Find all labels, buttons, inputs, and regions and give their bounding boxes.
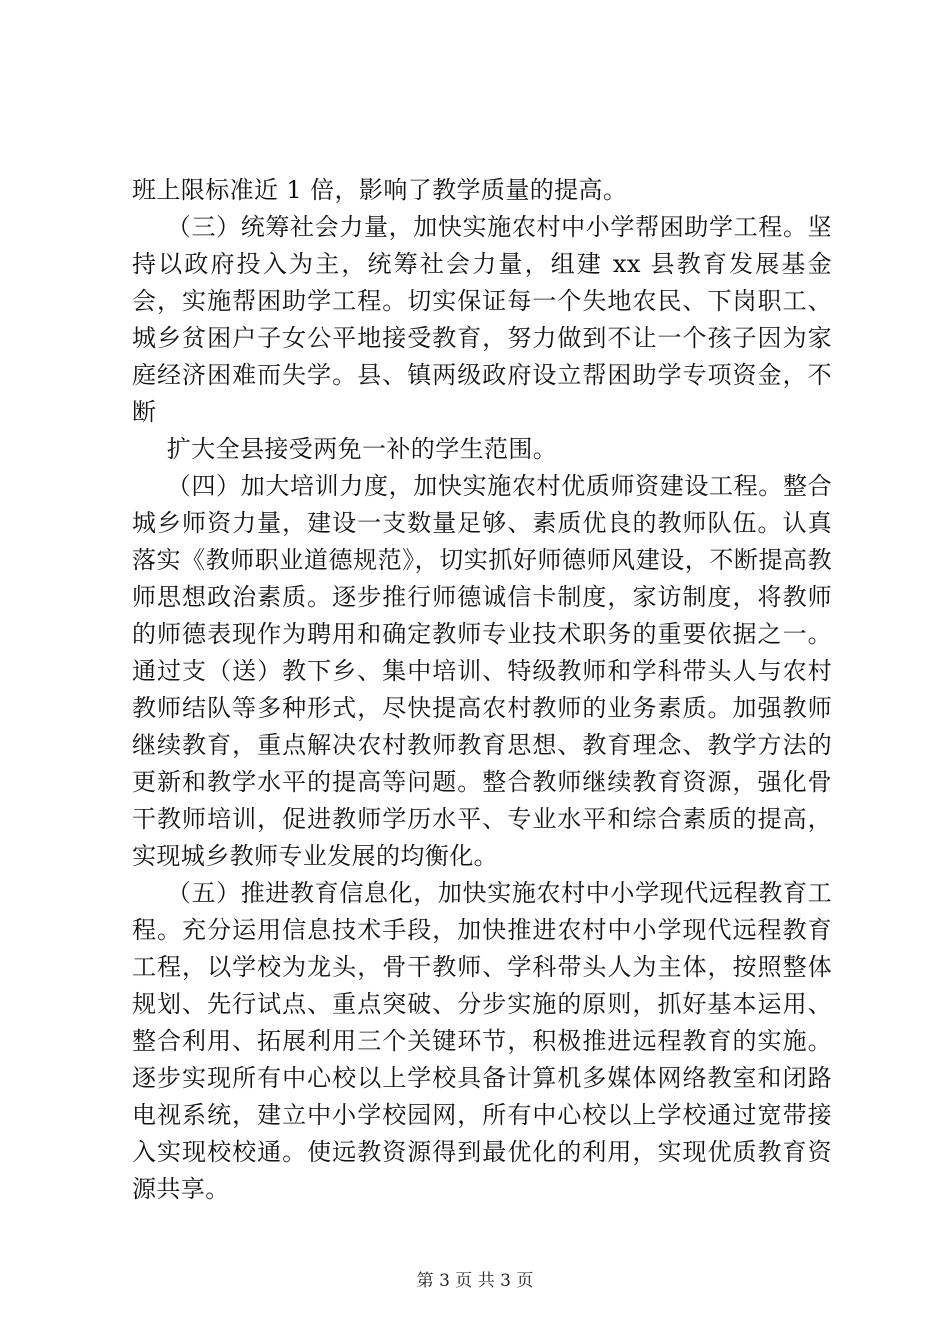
paragraph-section-3: （三）统筹社会力量，加快实施农村中小学帮困助学工程。坚持以政府投入为主，统筹社会力量，组建 xx 县教育发展基金会，实施帮困助学工程。切实保证每一个失地农民、下岗职工、城乡贫困户子女公平地接受教育，努力做到不让一个孩子因为家庭经济困难而失学。县、镇两级政府设立帮困助学专项资金，不断 xyxy=(132,213,832,426)
paragraph-continuation-2: 扩大全县接受两免一补的学生范围。 xyxy=(166,435,558,463)
paragraph-continuation-1: 班上限标准近 1 倍，影响了教学质量的提高。 xyxy=(132,176,628,204)
document-body xyxy=(132,172,832,1208)
paragraph-section-5: （五）推进教育信息化，加快实施农村中小学现代远程教育工程。充分运用信息技术手段，加快推进农村中小学现代远程教育工程，以学校为龙头，骨干教师、学科带头人为主体，按照整体规划、先行试点、重点突破、分步实施的原则，抓好基本运用、整合利用、拓展利用三个关键环节，积极推进远程教育的实施。逐步实现所有中心校以上学校具备计算机多媒体网络教室和闭路电视系统，建立中小学校园网，所有中心校以上学校通过宽带接入实现校校通。使远教资源得到最优化的利用，实现优质教育资源共享。 xyxy=(132,879,832,1203)
paragraph-section-4: （四）加大培训力度，加快实施农村优质师资建设工程。整合城乡师资力量，建设一支数量足够、素质优良的教师队伍。认真落实《教师职业道德规范》，切实抓好师德师风建设，不断提高教师思想政治素质。逐步推行师德诚信卡制度，家访制度，将教师的师德表现作为聘用和确定教师专业技术职务的重要依据之一。通过支（送）教下乡、集中培训、特级教师和学科带头人与农村教师结队等多种形式，尽快提高农村教师的业务素质。加强教师继续教育，重点解决农村教师教育思想、教育理念、教学方法的更新和教学水平的提高等问题。整合教师继续教育资源，强化骨干教师培训，促进教师学历水平、专业水平和综合素质的提高，实现城乡教师专业发展的均衡化。 xyxy=(132,472,832,870)
page-number-footer: 第 3 页 共 3 页 xyxy=(416,1271,534,1291)
